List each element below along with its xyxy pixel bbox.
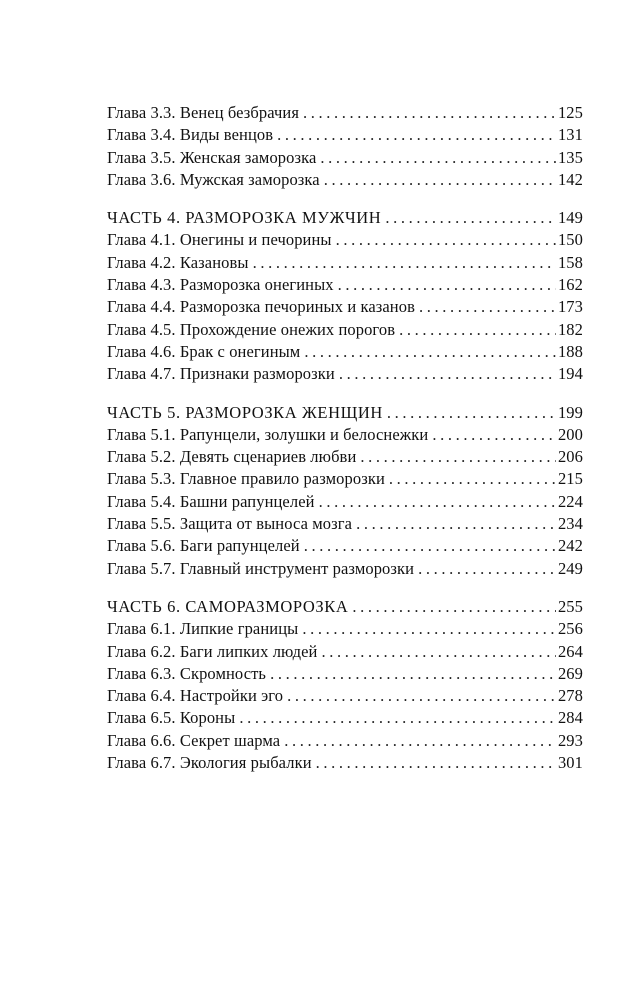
dot-leader bbox=[418, 558, 556, 580]
toc-entry-page: 224 bbox=[557, 491, 583, 511]
toc-entry[interactable] bbox=[107, 363, 583, 385]
dot-leader bbox=[302, 618, 556, 640]
dot-leader bbox=[277, 124, 556, 146]
toc-entry-page: 194 bbox=[557, 364, 583, 384]
dot-leader bbox=[339, 363, 556, 385]
toc-entry-page: 200 bbox=[557, 424, 583, 444]
part-title: ЧАСТЬ 6. САМОРАЗМОРОЗКА bbox=[107, 596, 349, 616]
toc-entry-label: Глава 6.3. Скромность bbox=[107, 663, 267, 683]
toc-entry-label: Глава 6.2. Баги липких людей bbox=[107, 641, 318, 661]
toc-part-heading[interactable] bbox=[107, 402, 583, 424]
toc-entry-page: 188 bbox=[557, 341, 583, 361]
toc-entry-page: 162 bbox=[557, 275, 583, 295]
dot-leader bbox=[253, 252, 556, 274]
toc-entry-page: 242 bbox=[557, 536, 583, 556]
toc-entry-page: 293 bbox=[557, 730, 583, 750]
toc-entry[interactable] bbox=[107, 558, 583, 580]
toc-entry[interactable] bbox=[107, 641, 583, 663]
toc-entry[interactable] bbox=[107, 491, 583, 513]
toc-entry-page: 234 bbox=[557, 514, 583, 534]
toc-entry[interactable] bbox=[107, 446, 583, 468]
dot-leader bbox=[316, 752, 556, 774]
toc-entry-label: Глава 6.6. Секрет шарма bbox=[107, 730, 281, 750]
toc-entry-label: Глава 6.5. Короны bbox=[107, 708, 236, 728]
toc-entry-label: Глава 4.1. Онегины и печорины bbox=[107, 230, 332, 250]
toc-entry-page: 256 bbox=[557, 619, 583, 639]
dot-leader bbox=[356, 513, 556, 535]
dot-leader bbox=[319, 491, 556, 513]
toc-entry-page: 301 bbox=[557, 753, 583, 773]
toc-entry-label: Глава 5.1. Рапунцели, золушки и белоснежки bbox=[107, 424, 429, 444]
toc-entry[interactable] bbox=[107, 707, 583, 729]
toc-section-part3-tail bbox=[107, 102, 583, 191]
dot-leader bbox=[338, 274, 556, 296]
toc-entry-page: 173 bbox=[557, 297, 583, 317]
toc-entry-page: 158 bbox=[557, 252, 583, 272]
toc-entry-page: 135 bbox=[557, 147, 583, 167]
toc-entry-label: Глава 3.4. Виды венцов bbox=[107, 125, 274, 145]
table-of-contents bbox=[107, 102, 583, 790]
toc-entry[interactable] bbox=[107, 424, 583, 446]
part-title: ЧАСТЬ 4. РАЗМОРОЗКА МУЖЧИН bbox=[107, 208, 382, 228]
toc-entry-label: Глава 4.3. Разморозка онегиных bbox=[107, 275, 334, 295]
toc-entry[interactable] bbox=[107, 535, 583, 557]
toc-entry-label: Глава 6.1. Липкие границы bbox=[107, 619, 299, 639]
dot-leader bbox=[324, 169, 556, 191]
dot-leader bbox=[270, 663, 556, 685]
dot-leader bbox=[419, 296, 556, 318]
dot-leader bbox=[389, 468, 556, 490]
toc-part-heading[interactable] bbox=[107, 596, 583, 618]
toc-entry-page: 284 bbox=[557, 708, 583, 728]
toc-section-part4 bbox=[107, 207, 583, 385]
toc-entry[interactable] bbox=[107, 685, 583, 707]
toc-entry[interactable] bbox=[107, 102, 583, 124]
toc-entry[interactable] bbox=[107, 319, 583, 341]
toc-entry-page: 215 bbox=[557, 469, 583, 489]
toc-entry-label: Глава 5.2. Девять сценариев любви bbox=[107, 447, 357, 467]
toc-entry-page: 142 bbox=[557, 169, 583, 189]
toc-entry[interactable] bbox=[107, 513, 583, 535]
dot-leader bbox=[385, 207, 556, 229]
toc-entry-label: Глава 5.5. Защита от выноса мозга bbox=[107, 514, 353, 534]
toc-entry[interactable] bbox=[107, 229, 583, 251]
toc-section-part6 bbox=[107, 596, 583, 774]
part-title: ЧАСТЬ 5. РАЗМОРОЗКА ЖЕНЩИН bbox=[107, 402, 383, 422]
toc-entry-page: 249 bbox=[557, 558, 583, 578]
toc-entry[interactable] bbox=[107, 124, 583, 146]
toc-entry-page: 199 bbox=[557, 402, 583, 422]
toc-entry-label: Глава 5.7. Главный инструмент разморозки bbox=[107, 558, 415, 578]
toc-entry[interactable] bbox=[107, 468, 583, 490]
toc-entry-label: Глава 5.6. Баги рапунцелей bbox=[107, 536, 300, 556]
toc-entry-label: Глава 5.3. Главное правило разморозки bbox=[107, 469, 385, 489]
toc-entry-page: 131 bbox=[557, 125, 583, 145]
toc-entry-page: 150 bbox=[557, 230, 583, 250]
toc-entry[interactable] bbox=[107, 752, 583, 774]
dot-leader bbox=[239, 707, 556, 729]
toc-entry[interactable] bbox=[107, 296, 583, 318]
toc-entry-label: Глава 3.6. Мужская заморозка bbox=[107, 169, 320, 189]
toc-entry-page: 264 bbox=[557, 641, 583, 661]
dot-leader bbox=[304, 341, 556, 363]
toc-entry-label: Глава 6.7. Экология рыбалки bbox=[107, 753, 312, 773]
toc-entry[interactable] bbox=[107, 147, 583, 169]
toc-entry-page: 269 bbox=[557, 663, 583, 683]
toc-entry-label: Глава 5.4. Башни рапунцелей bbox=[107, 491, 315, 511]
dot-leader bbox=[387, 402, 556, 424]
toc-entry-label: Глава 4.2. Казановы bbox=[107, 252, 249, 272]
toc-entry-page: 255 bbox=[557, 596, 583, 616]
dot-leader bbox=[399, 319, 556, 341]
toc-entry[interactable] bbox=[107, 252, 583, 274]
toc-entry-label: Глава 4.6. Брак с онегиным bbox=[107, 341, 301, 361]
dot-leader bbox=[352, 596, 556, 618]
toc-section-part5 bbox=[107, 402, 583, 580]
toc-entry-page: 182 bbox=[557, 319, 583, 339]
toc-entry-page: 206 bbox=[557, 447, 583, 467]
toc-entry-label: Глава 4.5. Прохождение онежих порогов bbox=[107, 319, 396, 339]
toc-entry[interactable] bbox=[107, 341, 583, 363]
toc-entry[interactable] bbox=[107, 730, 583, 752]
toc-entry-page: 125 bbox=[557, 103, 583, 122]
toc-entry-label: Глава 3.5. Женская заморозка bbox=[107, 147, 317, 167]
dot-leader bbox=[287, 685, 556, 707]
toc-entry-label: Глава 4.7. Признаки разморозки bbox=[107, 364, 335, 384]
toc-entry-label: Глава 4.4. Разморозка печориных и казанов bbox=[107, 297, 415, 317]
dot-leader bbox=[304, 535, 556, 557]
dot-leader bbox=[320, 147, 556, 169]
toc-entry-label: Глава 6.4. Настройки эго bbox=[107, 686, 284, 706]
dot-leader bbox=[321, 641, 555, 663]
dot-leader bbox=[432, 424, 556, 446]
toc-entry[interactable] bbox=[107, 274, 583, 296]
toc-part-heading[interactable] bbox=[107, 207, 583, 229]
toc-entry[interactable] bbox=[107, 169, 583, 191]
dot-leader bbox=[336, 229, 556, 251]
toc-entry-page: 149 bbox=[557, 208, 583, 228]
toc-entry[interactable] bbox=[107, 618, 583, 640]
toc-entry-label: Глава 3.3. Венец безбрачия bbox=[107, 103, 300, 122]
dot-leader bbox=[303, 102, 556, 124]
toc-entry[interactable] bbox=[107, 663, 583, 685]
dot-leader bbox=[284, 730, 556, 752]
dot-leader bbox=[360, 446, 556, 468]
toc-entry-page: 278 bbox=[557, 686, 583, 706]
